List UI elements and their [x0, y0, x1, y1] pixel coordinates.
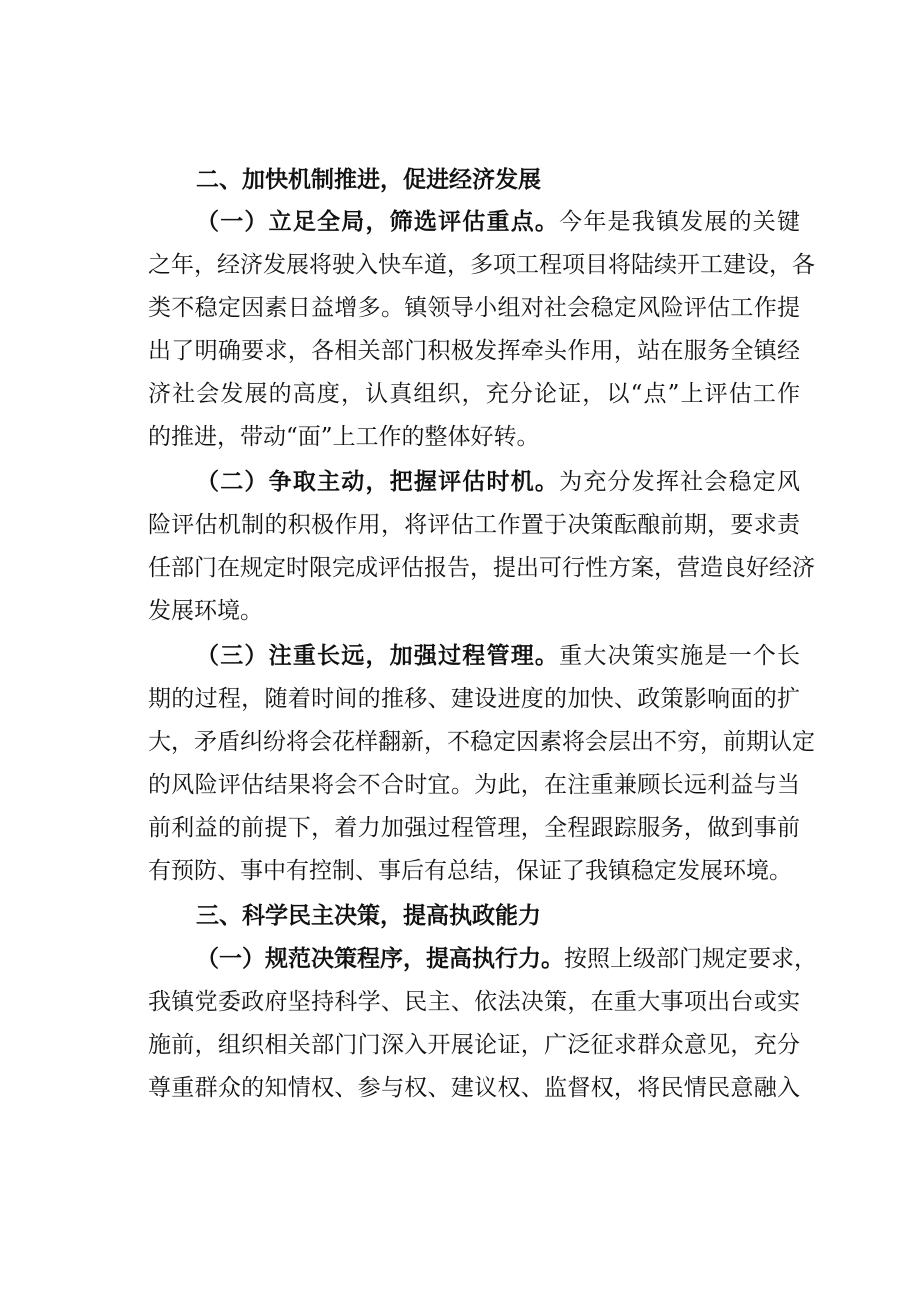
section-heading-3: 三、科学民主决策，提高执政能力 [196, 903, 541, 929]
paragraph-line [196, 462, 800, 502]
paragraph-line: 有预防、事中有控制、事后有总结，保证了我镇稳定发展环境。 [148, 858, 792, 884]
paragraph-lead: （三）注重长远，加强过程管理。 [196, 643, 560, 669]
paragraph-line: 施前，组织相关部门门深入开展论证，广泛征求群众意见，充分 [148, 1032, 800, 1058]
paragraph-line: 类不稳定因素日益增多。镇领导小组对社会稳定风险评估工作提 [148, 295, 800, 321]
paragraph-lead: （二）争取主动，把握评估时机。 [196, 469, 560, 495]
paragraph-text: 按照上级部门规定要求， [564, 946, 817, 972]
paragraph-line: 期的过程，随着时间的推移、建设进度的加快、政策影响面的扩 [148, 686, 800, 712]
paragraph-line [196, 636, 800, 676]
paragraph-lead: （一）规范决策程序，提高执行力。 [196, 946, 564, 972]
section-heading-2: 二、加快机制推进，促进经济发展 [196, 167, 541, 193]
paragraph-line [196, 202, 800, 242]
paragraph-lead: （一）立足全局，筛选评估重点。 [196, 209, 560, 235]
paragraph-line [196, 939, 817, 979]
paragraph-line: 发展环境。 [148, 598, 263, 624]
paragraph-line: 大，矛盾纠纷将会花样翻新，不稳定因素将会层出不穷，前期认定 [148, 729, 815, 755]
paragraph-text: 重大决策实施是一个长 [559, 643, 801, 669]
paragraph-text: 为充分发挥社会稳定风 [559, 469, 801, 495]
paragraph-line: 出了明确要求，各相关部门积极发挥牵头作用，站在服务全镇经 [148, 338, 800, 364]
paragraph-line: 尊重群众的知情权、参与权、建议权、监督权，将民情民意融入 [148, 1075, 800, 1101]
paragraph-line: 我镇党委政府坚持科学、民主、依法决策，在重大事项出台或实 [148, 989, 800, 1015]
paragraph-line: 济社会发展的高度，认真组织，充分论证，以“点”上评估工作 [148, 381, 800, 407]
paragraph-line: 之年，经济发展将驶入快车道，多项工程项目将陆续开工建设，各 [148, 252, 815, 278]
paragraph-line: 前利益的前提下，着力加强过程管理，全程跟踪服务，做到事前 [148, 815, 800, 841]
paragraph-text: 今年是我镇发展的关键 [559, 209, 801, 235]
paragraph-line: 任部门在规定时限完成评估报告，提出可行性方案，营造良好经济 [148, 555, 815, 581]
paragraph-line: 的推进，带动“面”上工作的整体好转。 [148, 424, 540, 450]
paragraph-line: 险评估机制的积极作用，将评估工作置于决策酝酿前期，要求责 [148, 512, 800, 538]
paragraph-line: 的风险评估结果将会不合时宜。为此，在注重兼顾长远利益与当 [148, 772, 800, 798]
